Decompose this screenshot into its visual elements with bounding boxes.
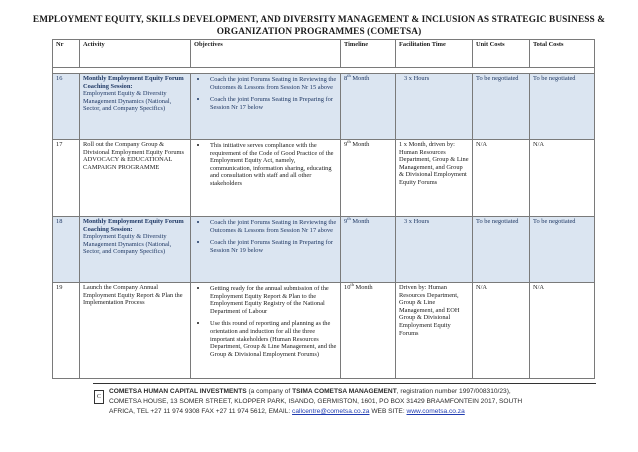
table-row (53, 74, 595, 140)
objective-item: • Coach the joint Forums Seating in Reviewing the Outcomes & Lessons from Session Nr 15 above (208, 76, 337, 91)
objective-item: • Use this round of reporting and planning as the orientation and induction for all the three important stakeholders (Human Resources Department, Group & Line Management, and the Group & Divisional Employment Forums) (208, 320, 337, 358)
row-objectives (191, 74, 341, 140)
timeline-suffix: th (350, 282, 354, 287)
footer-company-mid: (a company of (246, 388, 293, 395)
activity-body: Employment Equity & Diversity Management Dynamics (National, Sector, and Company Specifics) (83, 233, 172, 256)
timeline-unit: Month (355, 284, 373, 291)
footer-line-1 (109, 387, 596, 397)
timeline-suffix: th (347, 216, 351, 221)
objective-item: • Coach the joint Forums Seating in Reviewing the Outcomes & Lessons from Session Nr 17 above (208, 219, 337, 234)
row-activity: Roll out the Company Group & Divisional Employment Equity Forums ADVOCACY & EDUCATIONAL CAMPAIGN PROGRAMME (80, 140, 191, 217)
footer-registration: , registration number 1997/008310/23), (396, 388, 511, 395)
row-nr: 17 (53, 140, 80, 217)
table-row (53, 140, 595, 217)
row-total-costs: To be negotiated (530, 74, 595, 140)
header-total-costs: Total Costs (530, 40, 595, 68)
row-unit-costs: To be negotiated (473, 217, 530, 283)
timeline-suffix: th (347, 73, 351, 78)
row-nr: 16 (53, 74, 80, 140)
activity-title: Monthly Employment Equity Forum Coaching Session: (83, 218, 184, 233)
footer-contact (109, 407, 596, 417)
row-timeline (341, 283, 396, 379)
row-total-costs: N/A (530, 140, 595, 217)
document-title: EMPLOYMENT EQUITY, SKILLS DEVELOPMENT, AND DIVERSITY MANAGEMENT & INCLUSION AS STRATEGIC BUSINESS & ORGANIZATION PROGRAMMES (COMETSA) (32, 15, 606, 37)
row-activity (80, 217, 191, 283)
footer-contact-prefix: AFRICA, TEL +27 11 974 9308 FAX +27 11 974 5612, EMAIL: (109, 408, 293, 415)
timeline-unit: Month (352, 218, 370, 225)
row-timeline (341, 140, 396, 217)
row-timeline (341, 217, 396, 283)
row-objectives (191, 217, 341, 283)
row-nr: 19 (53, 283, 80, 379)
programme-table (52, 39, 595, 379)
header-facilitation: Facilitation Time (396, 40, 473, 68)
objective-item: • Coach the joint Forums Seating in Preparing for Session Nr 17 below (208, 96, 337, 111)
row-facilitation: 1 x Month, driven by: Human Resources Department, Group & Line Management, and Group & Divisional Employment Equity Forums (396, 140, 473, 217)
row-facilitation: 3 x Hours (396, 74, 473, 140)
objective-item: • Getting ready for the annual submission of the Employment Equity Report & Plan to the Employment Equity Registry of the National Department of Labour (208, 285, 337, 315)
table-header-row (53, 40, 595, 68)
row-facilitation: 3 x Hours (396, 217, 473, 283)
header-activity: Activity (80, 40, 191, 68)
page-footer (93, 383, 596, 417)
timeline-number: 9 (344, 141, 348, 148)
row-activity (80, 74, 191, 140)
timeline-number: 8 (344, 75, 348, 82)
footer-company: COMETSA HUMAN CAPITAL INVESTMENTS (109, 388, 247, 395)
row-timeline (341, 74, 396, 140)
timeline-unit: Month (352, 75, 370, 82)
header-objectives: Objectives (191, 40, 341, 68)
row-unit-costs: N/A (473, 140, 530, 217)
row-total-costs: To be negotiated (530, 217, 595, 283)
table-row (53, 217, 595, 283)
logo-mark: C (96, 394, 101, 400)
row-total-costs: N/A (530, 283, 595, 379)
row-unit-costs: N/A (473, 283, 530, 379)
objective-item: • Coach the joint Forums Seating in Preparing for Session Nr 19 below (208, 239, 337, 254)
activity-title: Monthly Employment Equity Forum Coaching Session: (83, 75, 184, 90)
timeline-number: 9 (344, 218, 348, 225)
header-timeline: Timeline (341, 40, 396, 68)
timeline-unit: Month (352, 141, 370, 148)
row-nr: 18 (53, 217, 80, 283)
footer-parent: TSIMA COMETSA MANAGEMENT (292, 388, 397, 395)
footer-address: COMETSA HOUSE, 13 SOMER STREET, KLOPPER PARK, ISANDO, GERMISTON, 1601, PO BOX 31429 BRAAMFONTEIN 2017, SOUTH (109, 398, 523, 405)
table-row (53, 283, 595, 379)
row-objectives (191, 283, 341, 379)
footer-website-link[interactable]: www.cometsa.co.za (406, 408, 465, 415)
objective-item: • This initiative serves compliance with the requirement of the Code of Good Practice of the Employment Equity Act, namely, communication, information sharing, educating and consultation with staff and all other stakeholders (208, 142, 337, 188)
row-facilitation: Driven by: Human Resources Department, Group & Line Management, and EOH Group & Divisional Employment Equity Forums (396, 283, 473, 379)
timeline-suffix: th (347, 139, 351, 144)
timeline-number: 10 (344, 284, 351, 291)
row-activity: Launch the Company Annual Employment Equity Report & Plan the Implementation Process (80, 283, 191, 379)
row-unit-costs: To be negotiated (473, 74, 530, 140)
row-objectives (191, 140, 341, 217)
activity-body: Employment Equity & Diversity Management Dynamics (National, Sector, and Company Specifics) (83, 90, 172, 113)
footer-web-prefix: WEB SITE: (369, 408, 407, 415)
footer-email-link[interactable]: callcentre@cometsa.co.za (292, 408, 370, 415)
header-nr: Nr (53, 40, 80, 68)
header-unit-costs: Unit Costs (473, 40, 530, 68)
